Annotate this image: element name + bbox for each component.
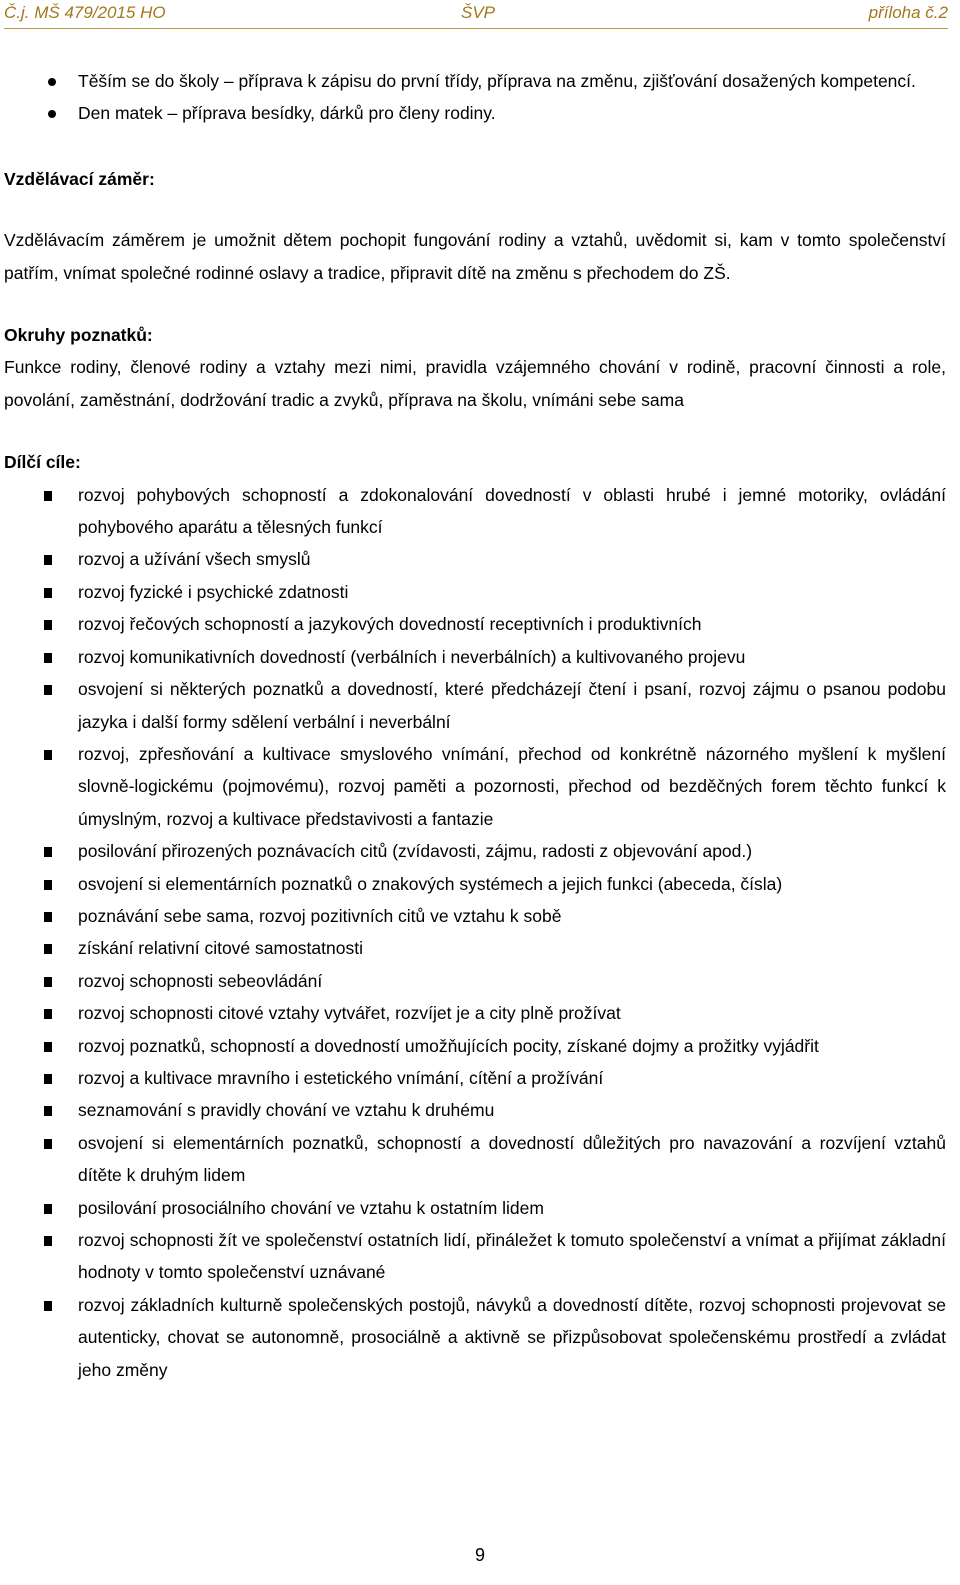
- list-item: rozvoj, zpřesňování a kultivace smyslového vnímání, přechod od konkrétně názorného myšlení k myšlení slovně-logickému (pojmovému), rozvoj paměti a pozornosti, přechod od bezděčných forem těchto funkcí k úmyslným, rozvoj a kultivace představivosti a fantazie: [4, 738, 946, 835]
- list-item: rozvoj základních kulturně společenských postojů, návyků a dovedností dítěte, rozvoj schopnosti projevovat se autenticky, chovat se autonomně, prosociálně a aktivně se přizpůsobovat společenskému prostředí a zvládat jeho změny: [4, 1289, 946, 1386]
- square-bullet-icon: [44, 588, 52, 598]
- topic-bullet-list: [4, 65, 946, 130]
- square-bullet-icon: [44, 685, 52, 695]
- bullet-dot-icon: [48, 78, 56, 86]
- list-item: poznávání sebe sama, rozvoj pozitivních citů ve vztahu k sobě: [4, 900, 946, 932]
- list-item: rozvoj fyzické i psychické zdatnosti: [4, 576, 946, 608]
- list-item: rozvoj komunikativních dovedností (verbálních i neverbálních) a kultivovaného projevu: [4, 641, 946, 673]
- square-bullet-icon: [44, 1139, 52, 1149]
- list-item: osvojení si některých poznatků a dovedností, které předcházejí čtení i psaní, rozvoj zájmu o psanou podobu jazyka i další formy sdělení verbální i neverbální: [4, 673, 946, 738]
- square-bullet-icon: [44, 1106, 52, 1116]
- list-item: posilování přirozených poznávacích citů (zvídavosti, zájmu, radosti z objevování apod.): [4, 835, 946, 867]
- square-bullet-icon: [44, 1042, 52, 1052]
- bullet-dot-icon: [48, 110, 56, 118]
- page-number: 9: [474, 1545, 485, 1565]
- square-bullet-icon: [44, 620, 52, 630]
- square-bullet-icon: [44, 555, 52, 565]
- square-bullet-icon: [44, 1009, 52, 1019]
- square-bullet-icon: [44, 653, 52, 663]
- header-attachment: příloha č.2: [868, 3, 948, 22]
- partial-goals-heading: Dílčí cíle:: [4, 452, 81, 473]
- list-item: posilování prosociálního chování ve vztahu k ostatním lidem: [4, 1192, 946, 1224]
- square-bullet-icon: [44, 977, 52, 987]
- list-item: rozvoj schopnosti sebeovládání: [4, 965, 946, 997]
- square-bullet-icon: [44, 1204, 52, 1214]
- knowledge-areas-heading: Okruhy poznatků:: [4, 325, 153, 346]
- square-bullet-icon: [44, 847, 52, 857]
- square-bullet-icon: [44, 912, 52, 922]
- list-item: rozvoj schopnosti citové vztahy vytvářet, rozvíjet je a city plně prožívat: [4, 997, 946, 1029]
- square-bullet-icon: [44, 1236, 52, 1246]
- list-item: rozvoj a užívání všech smyslů: [4, 543, 946, 575]
- square-bullet-icon: [44, 1074, 52, 1084]
- list-item: získání relativní citové samostatnosti: [4, 932, 946, 964]
- list-item: seznamování s pravidly chování ve vztahu k druhému: [4, 1094, 946, 1126]
- square-bullet-icon: [44, 944, 52, 954]
- square-bullet-icon: [44, 491, 52, 501]
- partial-goals-list: [4, 479, 946, 1386]
- list-item: Den matek – příprava besídky, dárků pro členy rodiny.: [4, 97, 946, 129]
- header-reference: Č.j. MŠ 479/2015 HO: [4, 3, 166, 22]
- list-item: rozvoj schopnosti žít ve společenství ostatních lidí, přináležet k tomuto společenství a vnímat a přijímat základní hodnoty v tomto společenství uznávané: [4, 1224, 946, 1289]
- knowledge-areas-text: Funkce rodiny, členové rodiny a vztahy mezi nimi, pravidla vzájemného chování v rodině, pracovní činnosti a role, povolání, zaměstnání, dodržování tradic a zvyků, příprava na školu, vnímáni sebe sama: [4, 357, 946, 410]
- educational-goal-text: Vzdělávacím záměrem je umožnit dětem pochopit fungování rodiny a vztahů, uvědomit si, kam v tomto společenství patřím, vnímat společné rodinné oslavy a tradice, připravit dítě na změnu s přechodem do ZŠ.: [4, 230, 946, 283]
- list-item: osvojení si elementárních poznatků o znakových systémech a jejich funkci (abeceda, čísla): [4, 868, 946, 900]
- square-bullet-icon: [44, 1301, 52, 1311]
- page-content: [4, 65, 946, 1386]
- list-item: rozvoj poznatků, schopností a dovedností umožňujících pocity, získané dojmy a prožitky vyjádřit: [4, 1030, 946, 1062]
- list-item: osvojení si elementárních poznatků, schopností a dovedností důležitých pro navazování a rozvíjení vztahů dítěte k druhým lidem: [4, 1127, 946, 1192]
- header-title: ŠVP: [461, 3, 496, 22]
- square-bullet-icon: [44, 880, 52, 890]
- list-item: Těším se do školy – příprava k zápisu do první třídy, příprava na změnu, zjišťování dosažených kompetencí.: [4, 65, 946, 97]
- square-bullet-icon: [44, 750, 52, 760]
- list-item: rozvoj a kultivace mravního i estetického vnímání, cítění a prožívání: [4, 1062, 946, 1094]
- educational-goal-heading: Vzdělávací záměr:: [4, 168, 155, 189]
- list-item: rozvoj řečových schopností a jazykových dovedností receptivních i produktivních: [4, 608, 946, 640]
- page-header: [4, 2, 948, 29]
- list-item: rozvoj pohybových schopností a zdokonalování dovedností v oblasti hrubé i jemné motoriky, ovládání pohybového aparátu a tělesných funkcí: [4, 479, 946, 544]
